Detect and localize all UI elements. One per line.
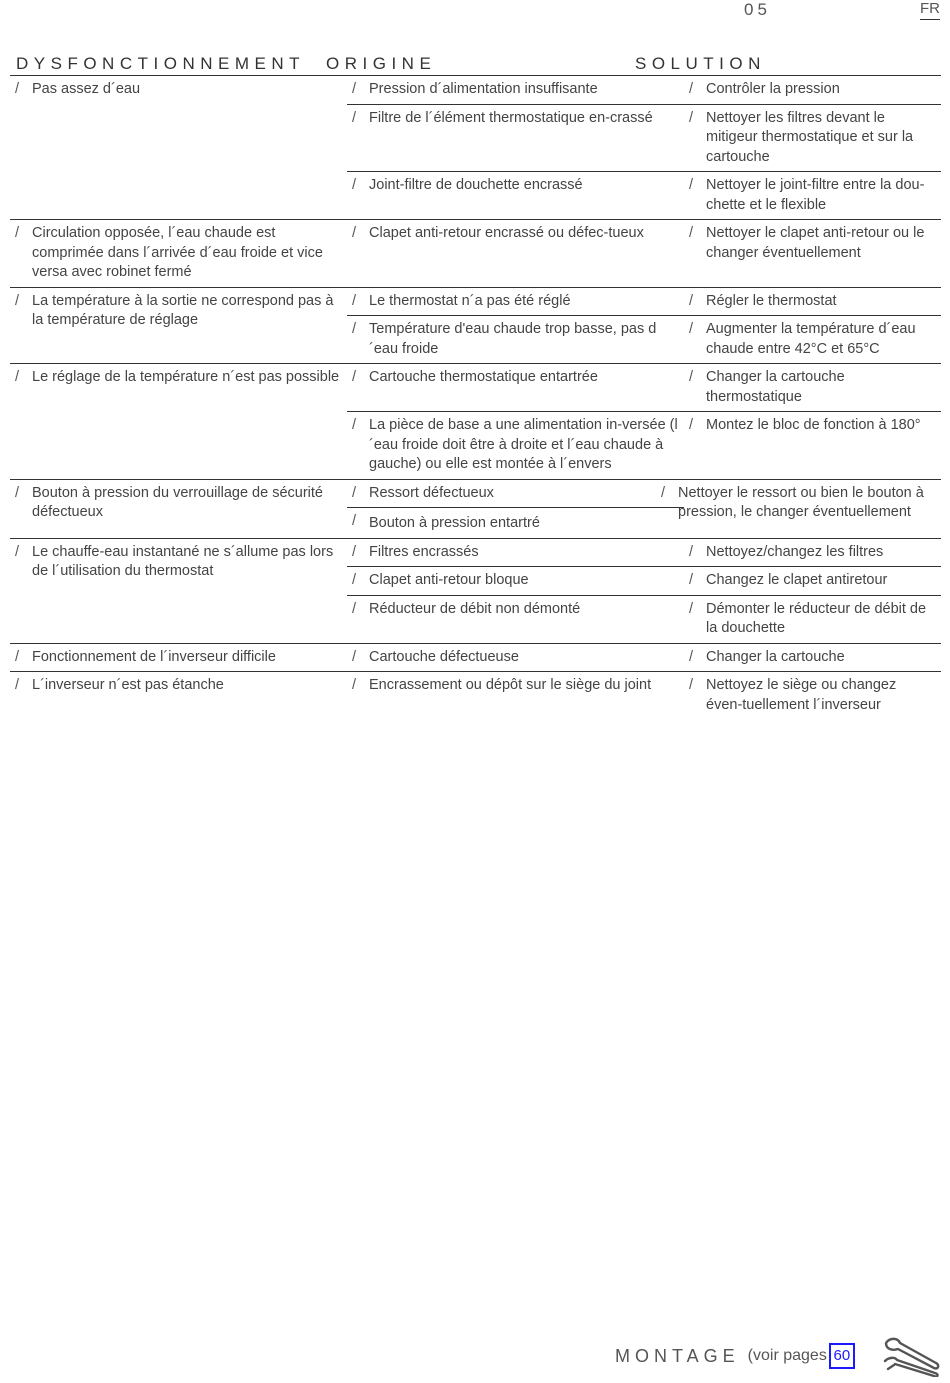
origin-cell: / Joint-filtre de douchette encrassé [347,172,684,219]
table-row [347,644,941,672]
origin-cell: / Pression d´alimentation insuffisante [347,76,684,104]
malfunction-cell: / Bouton à pression du verrouillage de sécurité défectueux [10,480,347,538]
solution-cell: / Changez le clapet antiretour [684,567,941,595]
origin-cell: / Encrassement ou dépôt sur le siège du joint [347,672,684,719]
origin-cell: / Le thermostat n´a pas été réglé [347,288,684,316]
troubleshooting-table [10,52,941,719]
page-link[interactable]: 60 [829,1343,855,1369]
malfunction-cell: / La température à la sortie ne correspond pas à la température de réglage [10,288,347,364]
origin-cell: / Clapet anti-retour encrassé ou défec-tueux [347,220,684,267]
solution-cell: / Nettoyer le clapet anti-retour ou le changer éventuellement [684,220,941,267]
solution-cell: / Contrôler la pression [684,76,941,104]
origin-cell: / Cartouche thermostatique entartrée [347,364,684,411]
solution-cell: / Nettoyer le joint-filtre entre la dou-chette et le flexible [684,172,941,219]
table-row [347,411,941,479]
solution-cell: / Démonter le réducteur de débit de la douchette [684,596,941,643]
table-group [10,672,941,719]
malfunction-cell: / Fonctionnement de l´inverseur difficile [10,644,347,672]
malfunction-cell: / L´inverseur n´est pas étanche [10,672,347,719]
malfunction-cell: / Circulation opposée, l´eau chaude est comprimée dans l´arrivée d´eau froide et vice versa avec robinet fermé [10,220,347,287]
table-row [347,288,941,316]
table-row [347,171,941,219]
origin-cell: / Clapet anti-retour bloque [347,567,684,595]
header-solution: SOLUTION [635,54,766,73]
language-label: FR [920,0,940,20]
table-row [347,539,941,567]
header-malfunction: DYSFONCTIONNEMENT [16,54,305,73]
table-row [347,364,941,411]
page-number: 05 [744,0,771,19]
table-group [10,364,941,480]
table-group [10,644,941,673]
solution-cell: / Régler le thermostat [684,288,941,316]
table-group [10,539,941,644]
solution-cell: / Changer la cartouche thermostatique [684,364,941,411]
malfunction-cell: / Pas assez d´eau [10,76,347,219]
origin-cell: / Réducteur de débit non démonté [347,596,684,643]
solution-cell: / Montez le bloc de fonction à 180° [684,412,941,479]
footer-see-pages: (voir pages [747,1347,827,1364]
origin-cell: / Filtres encrassés [347,539,684,567]
footer [615,1343,855,1369]
table-group [10,288,941,365]
table-row [347,76,941,104]
table-header [10,52,941,76]
solution-cell: / Nettoyer le ressort ou bien le bouton à pression, le changer éventuellement [656,480,941,538]
table-group [10,480,941,539]
table-group [10,76,941,220]
header-origin: ORIGINE [326,54,437,73]
solution-cell: / Changer la cartouche [684,644,941,672]
table-row [347,315,941,363]
table-row [347,595,941,643]
origin-cell: / Cartouche défectueuse [347,644,684,672]
solution-cell: / Nettoyez le siège ou changez éven-tuellement l´inverseur [684,672,941,719]
solution-cell: / Nettoyez/changez les filtres [684,539,941,567]
wrench-icon [880,1333,942,1377]
origin-cell: / Filtre de l´élément thermostatique en-crassé [347,105,684,172]
malfunction-cell: / Le chauffe-eau instantané ne s´allume pas lors de l´utilisation du thermostat [10,539,347,643]
table-row [347,672,941,719]
origin-cell: / Ressort défectueux [347,480,684,508]
origin-cell: / Bouton à pression entartré [347,507,684,538]
solution-cell: / Nettoyer les filtres devant le mitigeur thermostatique et sur la cartouche [684,105,941,172]
table-row [347,104,941,172]
malfunction-cell: / Le réglage de la température n´est pas possible [10,364,347,479]
table-row [347,220,941,267]
origin-cell: / Température d'eau chaude trop basse, pas d´eau froide [347,316,684,363]
origin-cell: / La pièce de base a une alimentation in-versée (l´eau froide doit être à droite et l´eau chaude à gauche) ou elle est montée à l´envers [347,412,684,479]
solution-cell: / Augmenter la température d´eau chaude entre 42°C et 65°C [684,316,941,363]
table-group [10,220,941,288]
footer-label: MONTAGE [615,1345,740,1366]
table-row [347,566,941,595]
